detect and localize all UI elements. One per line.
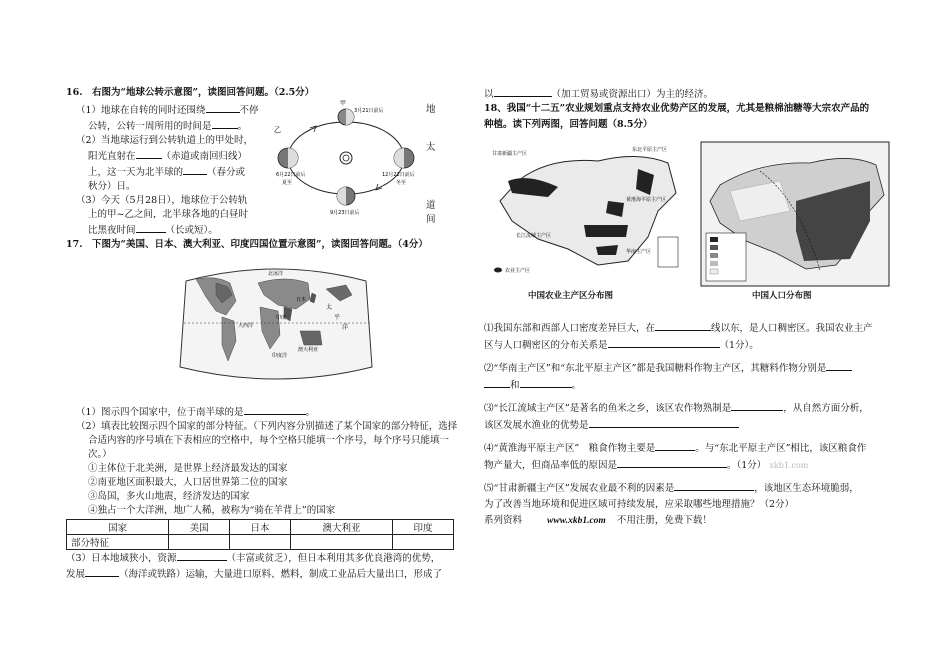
q16-p1b: 不停	[239, 105, 259, 116]
q16-side-char-3: 道间	[426, 200, 436, 225]
table-header-cell: 日本	[230, 520, 291, 535]
q17-option-1: ①主体位于北美洲，是世界上经济最发达的国家	[88, 463, 288, 474]
world-map-figure	[176, 261, 376, 387]
watermark-text: xkb1.com	[769, 461, 809, 470]
q18-p1c: 区与人口稠密区的分布关系是	[484, 340, 608, 351]
answer-blank[interactable]	[136, 148, 162, 159]
q17-title: 17. 下图为“美国、日本、澳大利亚、印度四国位置示意图”，读图回答问题。（4分）	[66, 239, 428, 250]
q17-p3c: 发展	[66, 569, 86, 580]
q17-p1a: （1）图示四个国家中，位于南半球的是	[76, 407, 244, 418]
q17-option-3: ③岛国，多火山地震，经济发达的国家	[88, 491, 250, 502]
q18-p4c: 物产量大，但商品率低的原因是	[484, 460, 618, 471]
cont-a: 以	[484, 89, 494, 100]
q16-part3-line1: （3）今天（5月28日），地球位于公转轨	[76, 195, 248, 206]
q18-part1-line1	[484, 320, 896, 337]
answer-blank[interactable]	[826, 360, 852, 371]
map-label-pacific-1: 太	[326, 304, 333, 311]
q17-body	[66, 404, 456, 518]
q16-title: 16. 右图为“地球公转示意图”，读图回答问题。（2.5分）	[66, 87, 315, 98]
table-row-label: 部分特征	[67, 535, 169, 550]
agri-label-yangtze: 长江流域主产区	[516, 233, 552, 239]
china-agri-map	[488, 141, 684, 287]
footer-free-download: 不用注册，免费下载！	[616, 515, 712, 526]
footer-site-link[interactable]: www.xkb1.com	[547, 516, 606, 526]
orbit-label-jia: 甲	[340, 100, 347, 107]
q18-questions	[484, 320, 896, 529]
agri-legend-label: 农业主产区	[505, 268, 531, 274]
orbit-label-yi: 乙	[274, 126, 281, 134]
answer-blank[interactable]	[136, 222, 166, 233]
q16-p1c: 公转，公转一周所用的时间是	[88, 121, 212, 132]
q16-side-char-2: 太	[426, 142, 436, 153]
q18-part4-line2	[484, 457, 896, 474]
orbit-date-1: 3月21日前后	[354, 108, 384, 114]
agri-label-gansu: 甘肃新疆主产区	[492, 151, 528, 157]
answer-blank[interactable]	[494, 86, 552, 97]
earth-orbit-diagram	[270, 100, 420, 218]
q16-p3d: （长或短）。	[165, 225, 218, 236]
orbit-date-4: 9月23日前后	[330, 210, 360, 216]
country-compare-table	[66, 519, 454, 550]
q17-p1b: 。	[305, 407, 316, 418]
q16-p2b: 阳光直射在	[88, 151, 136, 162]
footer-series: 系列资料	[484, 515, 523, 526]
footer-line	[484, 513, 896, 529]
table-answer-cell[interactable]	[393, 535, 454, 550]
q17-p3b: （丰富或贫乏），但日本利用其多优良港湾的优势，	[226, 553, 441, 564]
answer-blank[interactable]	[244, 404, 306, 415]
map-label-atlantic: 大西洋	[238, 323, 254, 329]
answer-blank[interactable]	[589, 417, 739, 428]
agri-label-south: 华南主产区	[626, 249, 652, 255]
orbit-date-2: 6月22日前后	[276, 172, 306, 178]
answer-blank[interactable]	[183, 164, 207, 175]
answer-blank[interactable]	[177, 550, 227, 561]
answer-blank[interactable]	[206, 102, 240, 113]
q18-p3b: ，从自然方面分析，	[783, 403, 869, 414]
answer-blank[interactable]	[520, 377, 572, 388]
table-answer-cell[interactable]	[230, 535, 291, 550]
agri-map-caption: 中国农业主产区分布图	[528, 291, 614, 301]
q18-title-line2: 种植。读下列两图，回答问题（8.5分）	[484, 119, 653, 130]
q16-p1a: （1）地球在自转的同时还围绕	[76, 105, 206, 116]
map-label-arctic: 北冰洋	[268, 271, 284, 277]
q17-part2-line1: （2）填表比较图示四个国家的部分特征。（下列内容分别描述了某个国家的部分特征，选择	[76, 421, 458, 432]
table-answer-cell[interactable]	[290, 535, 392, 550]
q17-part3-line2	[66, 566, 458, 582]
map-label-pacific-2: 平	[334, 314, 341, 321]
q16-p3c: 比黑夜时间	[88, 225, 136, 236]
q16-p2d: 上，这一天为北半球的	[88, 167, 184, 178]
q16-p2c: （赤道或南回归线）	[161, 151, 248, 162]
china-population-map	[700, 141, 890, 287]
map-label-indian-ocean: 印度洋	[272, 353, 288, 359]
q18-part2-line2	[484, 377, 896, 394]
q18-part3-line1	[484, 400, 896, 417]
q16-part3-line3	[66, 222, 456, 238]
orbit-date-2b: 夏至	[282, 180, 293, 186]
q18-part1-line2	[484, 337, 896, 354]
legend-swatch	[494, 268, 502, 273]
orbit-date-3b: 冬至	[396, 180, 407, 186]
table-header-cell: 国家	[67, 520, 169, 535]
q18-p2b: 和	[510, 380, 520, 391]
q16-p2e: （春分或	[207, 167, 246, 178]
answer-blank[interactable]	[484, 377, 510, 388]
table-header-row	[67, 520, 454, 535]
q18-part3-line2	[484, 417, 896, 434]
answer-blank[interactable]	[674, 480, 754, 491]
q17-part1	[66, 404, 456, 420]
map-label-pacific-3: 洋	[342, 324, 349, 331]
q16-part1-line2: 公转，公转一周所用的时间是 。	[66, 118, 456, 134]
q18-p4d: 。（1分）	[727, 460, 767, 471]
q18-p2a: ⑵“华南主产区”和“东北平原主产区”都是我国糖料作物主产区，其糖料作物分别是	[484, 363, 827, 374]
agri-label-huanghuai: 黄淮海平原主产区	[626, 197, 667, 203]
region-yangtze	[584, 225, 628, 237]
table-header-cell: 印度	[393, 520, 454, 535]
answer-blank[interactable]	[85, 566, 119, 577]
q18-p2c: 。	[571, 380, 582, 391]
q16-part3-line2: 上的甲~乙之间，北半球各地的白昼时	[88, 209, 248, 220]
table-header-cell: 美国	[169, 520, 230, 535]
q18-p3a: ⑶“长江流域主产区”是著名的鱼米之乡，该区农作物熟制是	[484, 403, 732, 414]
q17-part2-line2: 合适内容的序号填在下表相应的空格中，每个空格只能填一个序号，每个序号只能填一	[88, 435, 450, 446]
q18-p4a: ⑷“黄淮海平原主产区” 粮食作物主要是	[484, 443, 656, 454]
q18-p1b: 线以东，是人口稠密区。我国农业主产	[711, 323, 873, 334]
q18-part5-line2: 为了改善当地环境和促进区域可持续发展，应采取哪些地理措施？（2分）	[484, 499, 795, 510]
q17-p3d: （海洋或铁路）运输，大量进口原料、燃料，制成工业品后大量出口，形成了	[119, 569, 443, 580]
map-label-australia: 澳大利亚	[298, 347, 319, 353]
q17-part3	[66, 550, 458, 582]
q18-p5b: ，该地区生态环境脆弱，	[754, 483, 859, 494]
agri-label-northeast: 东北平原主产区	[632, 147, 668, 153]
right-column	[484, 86, 894, 134]
q18-part5-line1	[484, 480, 896, 497]
table-header-cell: 澳大利亚	[290, 520, 392, 535]
q17-option-2: ②南亚地区面积最大，人口居世界第二位的国家	[88, 477, 288, 488]
q18-part2-line1	[484, 360, 896, 377]
q18-p4b: 。与“东北平原主产区”相比，该区粮食作	[695, 443, 867, 454]
q18-part4-line1	[484, 440, 896, 457]
table-row	[67, 535, 454, 550]
answer-blank[interactable]	[617, 457, 727, 468]
map-label-india: 印度	[276, 315, 287, 321]
q16-part2-line4: 秋分）日。	[88, 181, 136, 192]
population-map-caption: 中国人口分布图	[752, 291, 812, 301]
q17-p3a: （3）日本地域狭小，资源	[66, 553, 177, 564]
answer-blank[interactable]	[655, 320, 711, 331]
answer-blank[interactable]	[212, 118, 238, 129]
q16-side-char-1: 地	[426, 104, 436, 115]
q17-part2-line3: 次。）	[88, 449, 112, 460]
answer-blank[interactable]	[731, 400, 783, 411]
q17-continuation	[484, 86, 894, 102]
answer-blank[interactable]	[655, 440, 695, 451]
q18-p1d: （1分）。	[719, 340, 759, 351]
q18-p3c: 该区发展水渔业的优势是	[484, 420, 589, 431]
q18-p1a: ⑴我国东部和西部人口密度差异巨大，在	[484, 323, 656, 334]
map-label-japan: 日本	[296, 297, 307, 303]
q18-title-line1: 18、我国“十二五”农业规划重点支持农业优势产区的发展，尤其是粮棉油糖等大宗农产品的	[484, 103, 870, 114]
q18-p5a: ⑸“甘肃新疆主产区”发展农业最不利的因素是	[484, 483, 675, 494]
table-answer-cell[interactable]	[169, 535, 230, 550]
orbit-date-3: 12月22日前后	[382, 172, 415, 178]
q17-option-4: ④独占一个大洋洲，地广人稀，被称为“骑在羊背上”的国家	[88, 505, 336, 516]
answer-blank[interactable]	[608, 337, 720, 348]
cont-b: （加工贸易或资源出口）为主的经济。	[551, 89, 714, 100]
q17-part3-line1	[66, 550, 458, 566]
q16-part2-line1: （2）当地球运行到公转轨道上的甲处时，	[76, 135, 254, 146]
